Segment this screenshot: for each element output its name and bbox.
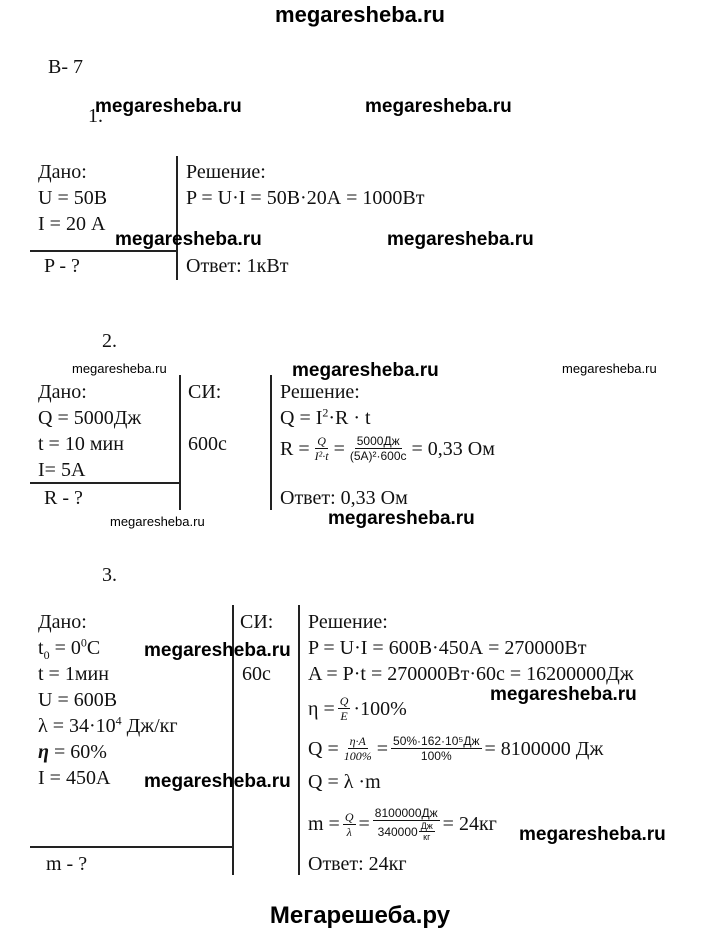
solution-line-a: A = P·t = 270000Вт·60с = 16200000Дж: [308, 663, 634, 685]
solution-line-ql: Q = λ ·m: [308, 771, 381, 793]
divider: [179, 375, 181, 510]
si-value: 600с: [188, 433, 227, 455]
formula-text: = 0,33 Ом: [411, 437, 495, 460]
watermark: megaresheba.ru: [144, 640, 291, 661]
problem-2-number: 2.: [102, 330, 117, 352]
watermark: megaresheba.ru: [365, 96, 512, 117]
given-subscript: 0: [43, 648, 50, 662]
given-t: t = 10 мин: [38, 433, 124, 455]
given-t: t = 1мин: [38, 663, 109, 685]
si-value: 60с: [242, 663, 271, 685]
fraction-numerator: 50%·162·10⁵Дж: [393, 734, 480, 748]
formula-text: m =: [308, 813, 340, 835]
watermark: megaresheba.ru: [144, 771, 291, 792]
si-title: СИ:: [240, 611, 274, 633]
given-text: = 60%: [48, 741, 107, 763]
fraction: [391, 734, 482, 763]
given-text: Дж/кг: [121, 715, 178, 737]
formula-text: = 8100000 Дж: [484, 737, 604, 760]
given-i: I= 5А: [38, 459, 86, 481]
fraction-denominator: (5А)²·600с: [349, 449, 407, 463]
fraction-denominator: E: [340, 709, 348, 723]
watermark: megaresheba.ru: [110, 514, 205, 529]
given-u: U = 50В: [38, 187, 108, 209]
formula-text: Q = I: [280, 407, 323, 429]
fraction-numerator: Q: [344, 809, 354, 824]
unit-denominator: кг: [423, 832, 431, 842]
given-title: Дано:: [38, 161, 87, 183]
given-title: Дано:: [38, 381, 87, 403]
equals-sign: =: [358, 813, 370, 835]
site-header: megaresheba.ru: [275, 2, 445, 27]
problem-1-number: 1.: [88, 105, 103, 127]
find-value: m - ?: [46, 853, 88, 875]
variant-label: В- 7: [48, 56, 83, 78]
watermark: megaresheba.ru: [562, 361, 657, 376]
fraction-numerator: Q: [339, 694, 349, 708]
formula-text: η =: [308, 697, 335, 720]
formula-q: [280, 406, 371, 430]
equals-sign: =: [333, 437, 345, 460]
fraction-numerator: Q: [317, 434, 326, 448]
fraction-numerator: 8100000Дж: [374, 806, 438, 820]
given-lambda: [38, 714, 178, 738]
fraction-denominator: I²·t: [314, 449, 329, 463]
formula-text: ·100%: [353, 697, 407, 720]
fraction-denominator: 100%: [343, 749, 372, 763]
find-value: R - ?: [44, 487, 83, 509]
watermark: megaresheba.ru: [387, 229, 534, 250]
formula-exponent: 2: [322, 405, 329, 420]
formula-r: [280, 434, 495, 463]
divider: [30, 846, 233, 848]
fraction-numerator: 5000Дж: [356, 434, 400, 448]
answer: Ответ: 1кВт: [186, 255, 289, 277]
divider: [298, 605, 300, 875]
solution-line-eta: [308, 694, 407, 723]
equals-sign: =: [376, 737, 389, 760]
divider: [30, 482, 180, 484]
eta-symbol: η: [38, 741, 49, 763]
fraction-numerator: η·A: [349, 734, 366, 748]
fraction: [348, 434, 409, 463]
given-eta: [38, 740, 107, 764]
given-superscript: 4: [115, 713, 122, 728]
given-u: U = 600В: [38, 689, 118, 711]
given-superscript: 0: [80, 635, 87, 650]
unit-fraction: [419, 821, 435, 842]
divider: [270, 375, 272, 510]
fraction-denominator: λ: [346, 824, 352, 839]
given-text: λ = 34·10: [38, 715, 116, 737]
given-i: I = 20 А: [38, 213, 106, 235]
fraction: [342, 734, 374, 763]
given-title: Дано:: [38, 611, 87, 633]
site-footer: Мегарешеба.ру: [269, 902, 451, 929]
fraction-denominator: [376, 821, 437, 842]
find-value: P - ?: [44, 255, 80, 277]
solution-title: Решение:: [186, 161, 266, 183]
watermark: megaresheba.ru: [72, 361, 167, 376]
si-title: СИ:: [188, 381, 222, 403]
given-t0: [38, 636, 100, 660]
solution-line-q: [308, 734, 603, 763]
watermark: megaresheba.ru: [328, 508, 475, 529]
solution-line-p: P = U·I = 600В·450А = 270000Вт: [308, 637, 587, 659]
given-i: I = 450А: [38, 767, 111, 789]
watermark: megaresheba.ru: [519, 824, 666, 845]
problem-3-number: 3.: [102, 564, 117, 586]
answer: Ответ: 0,33 Ом: [280, 487, 408, 509]
fraction-denominator: 100%: [420, 749, 452, 763]
formula-text: ·R · t: [328, 407, 371, 429]
formula-text: Q =: [308, 737, 339, 760]
watermark: megaresheba.ru: [95, 96, 242, 117]
fraction: [373, 806, 440, 842]
formula-text: = 24кг: [442, 813, 497, 835]
fraction: [313, 434, 331, 463]
watermark: megaresheba.ru: [292, 360, 439, 381]
given-text: = 0: [49, 637, 81, 659]
divider: [176, 156, 178, 280]
answer: Ответ: 24кг: [308, 853, 407, 875]
solution-title: Решение:: [308, 611, 388, 633]
fraction: [343, 810, 356, 839]
solution-title: Решение:: [280, 381, 360, 403]
denominator-value: 340000: [377, 824, 418, 839]
given-q: Q = 5000Дж: [38, 407, 142, 429]
solution-line: P = U·I = 50В·20А = 1000Вт: [186, 187, 425, 209]
watermark: megaresheba.ru: [115, 229, 262, 250]
fraction: [338, 694, 351, 723]
formula-text: R =: [280, 437, 310, 460]
watermark: megaresheba.ru: [490, 684, 637, 705]
solution-line-m: [308, 806, 497, 842]
unit-numerator: Дж: [420, 821, 433, 831]
given-text: t: [38, 637, 44, 659]
given-text: С: [86, 637, 101, 659]
